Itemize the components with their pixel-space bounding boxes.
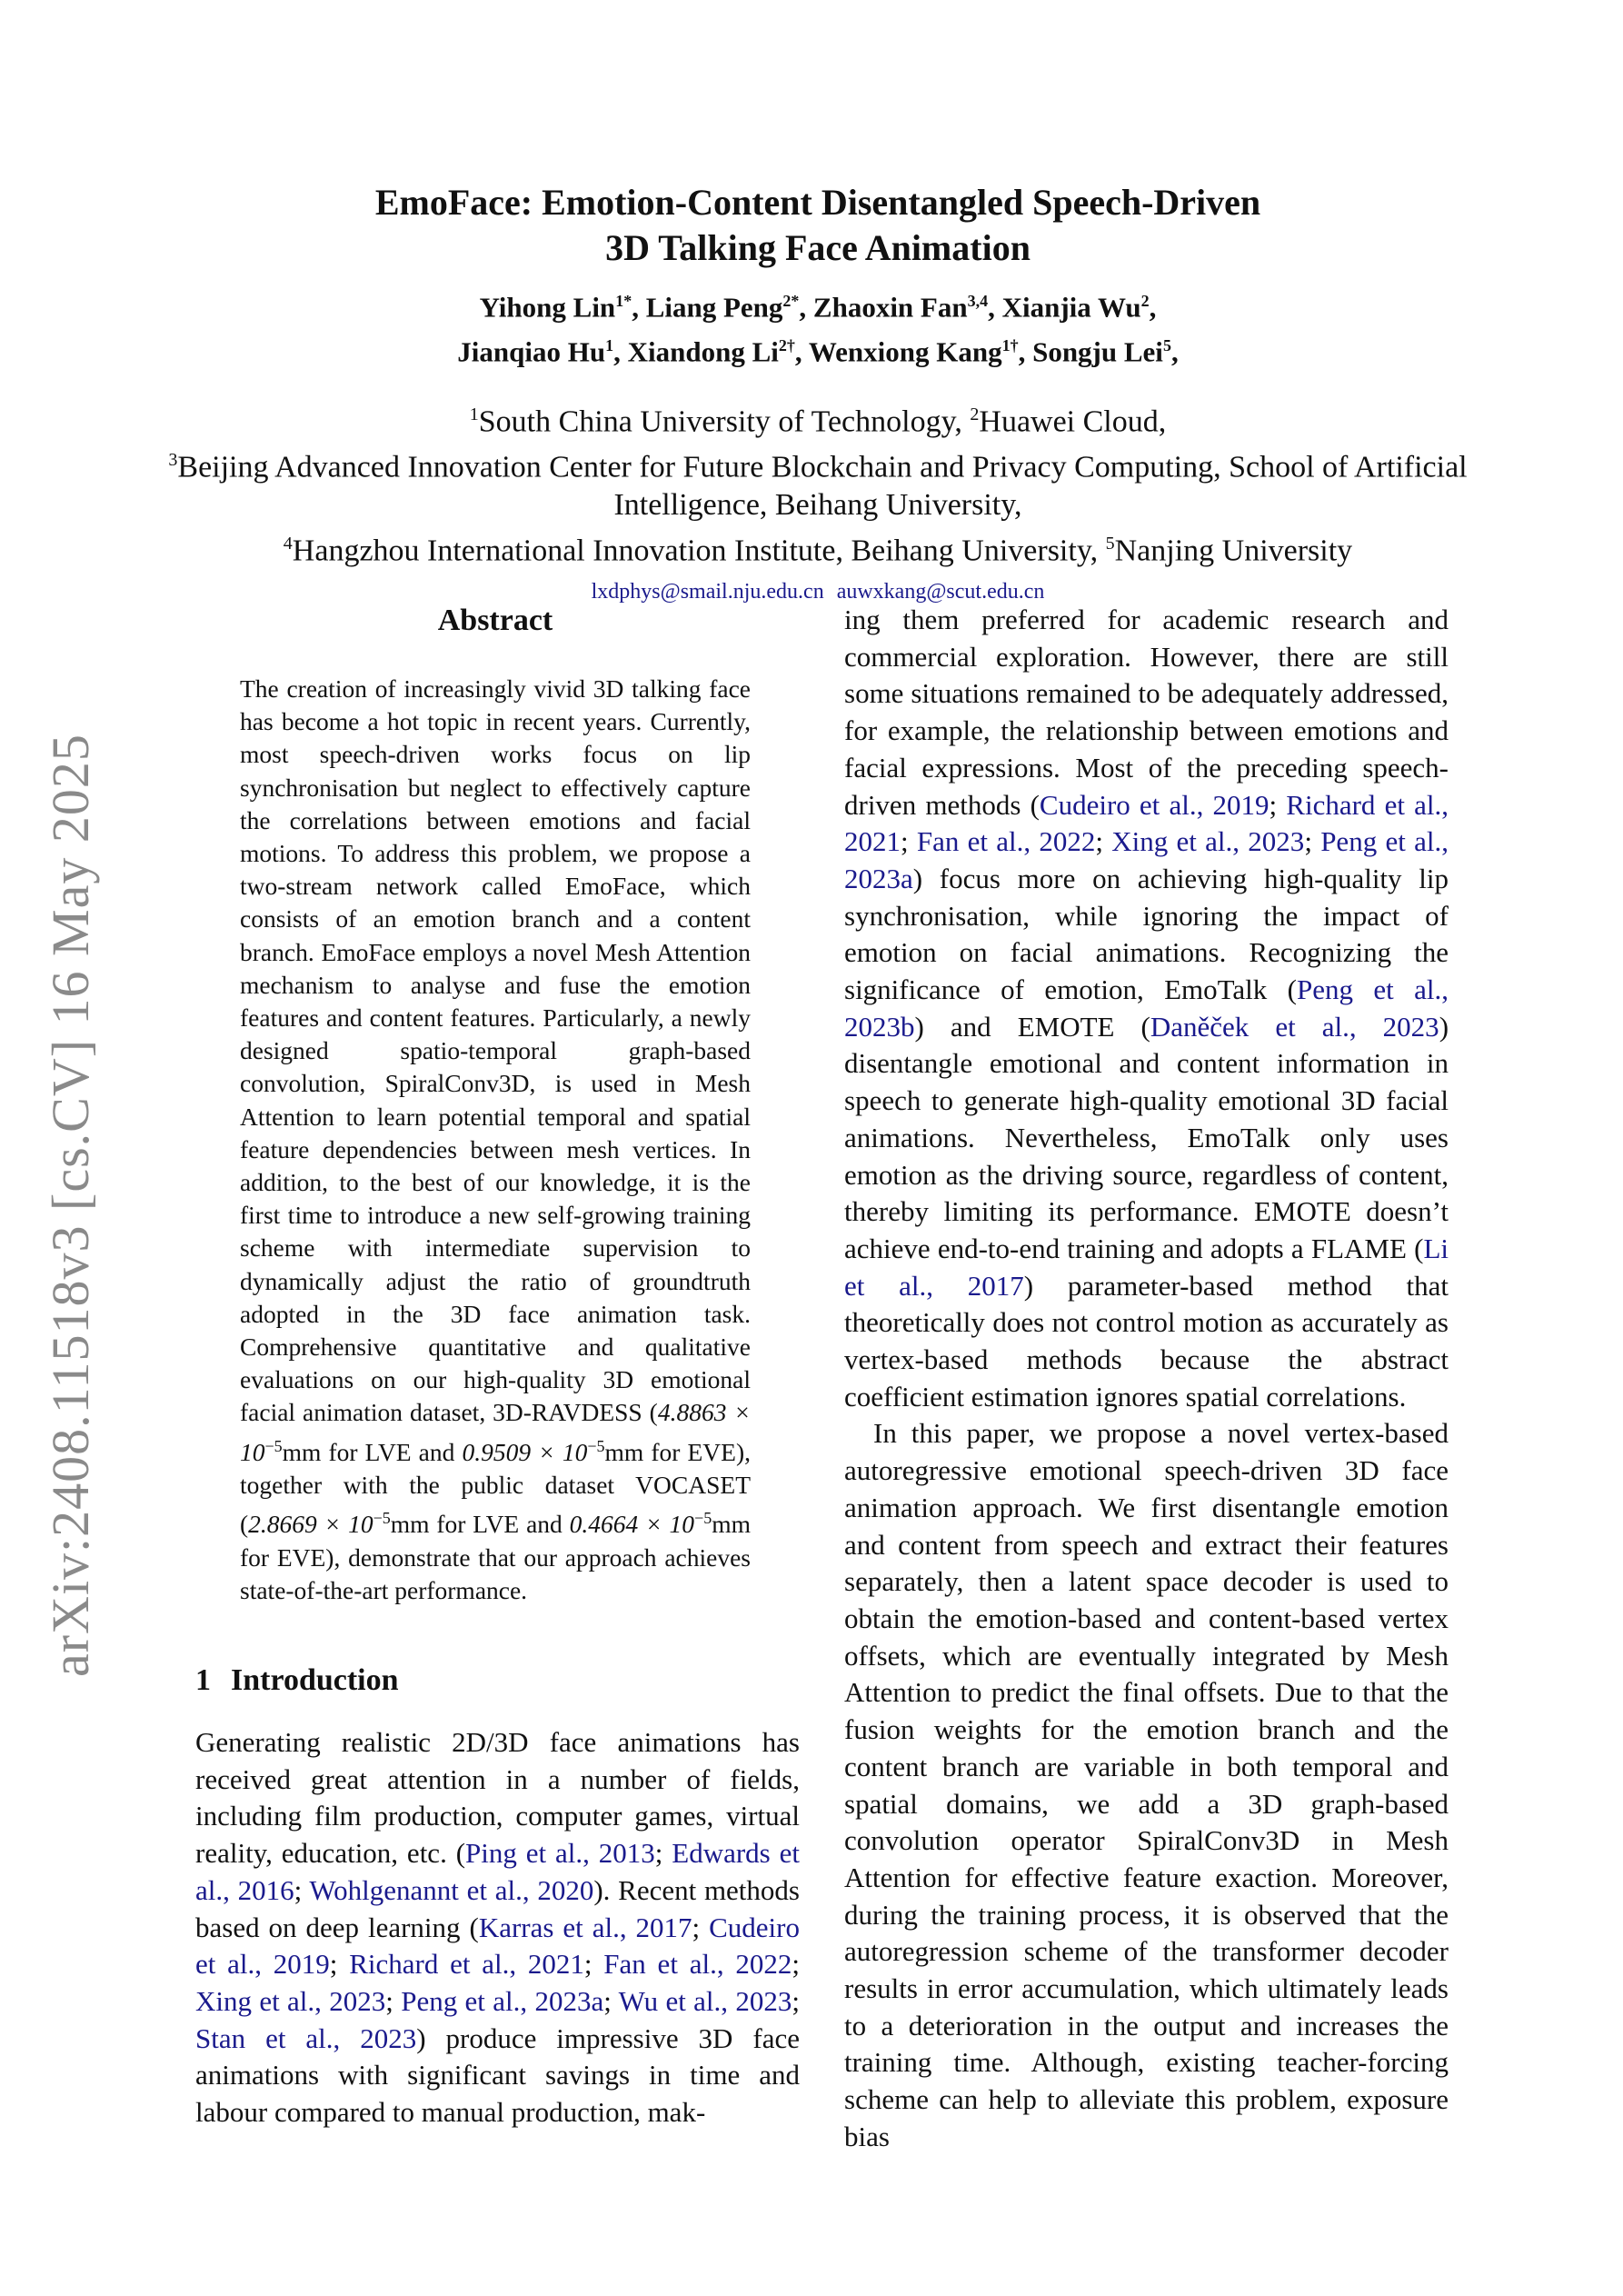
citation-link[interactable]: Li et al., 2017	[844, 1232, 1449, 1302]
citation-link[interactable]: Ping et al., 2013	[465, 1837, 655, 1870]
author-mark: 5	[1162, 336, 1171, 355]
citation-link[interactable]: Fan et al., 2022	[603, 1948, 792, 1981]
math-value: 2.8669 × 10	[248, 1510, 373, 1539]
citation-link[interactable]: Peng et al., 2023b	[844, 973, 1449, 1043]
abstract-span: The creation of increasingly vivid 3D talking face has become a hot topic in recent years. Currently, most speech-driven works focus on lip synchronisation but neglect to effectively capture the correlations between emotions and facial motions. To address this problem, we propose a two-stream network called EmoFace, which consists of an emotion branch and a content branch. EmoFace employs a novel Mesh Attention mechanism to analyse and fuse the emotion features and content features. Particularly, a newly designed spatio-temporal graph-based convolution, SpiralConv3D, is used in Mesh Attention to learn potential temporal and spatial feature dependencies between mesh vertices. In addition, to the best of our knowledge, it is the first time to introduce a new self-growing training scheme with intermediate supervision to dynamically adjust the ratio of groundtruth adopted in the 3D face animation task. Comprehensive quantitative and qualitative evaluations on our high-quality 3D emotional facial animation dataset, 3D-RAVDESS (	[240, 674, 751, 1427]
author-name: Wenxiong Kang	[808, 335, 1002, 368]
citation-link[interactable]: Karras et al., 2017	[478, 1911, 692, 1943]
math-exponent: −5	[587, 1436, 605, 1455]
affiliation-2: Huawei Cloud,	[979, 404, 1167, 438]
abstract-text	[240, 673, 751, 1607]
paper-title	[164, 180, 1472, 271]
citation-link[interactable]: Wu et al., 2023	[618, 1984, 792, 2017]
citation-link[interactable]: Edwards et al., 2016	[195, 1837, 801, 1906]
abstract-span: mm for LVE and	[390, 1510, 570, 1539]
section-title: Introduction	[231, 1663, 399, 1697]
body-span: ) produce impressive 3D face animations with significant savings in time and labour compared to manual production, mak-	[195, 2021, 800, 2129]
author-mark: 2*	[782, 292, 800, 310]
citation-link[interactable]: Wohlgenannt et al., 2020	[309, 1873, 594, 1906]
author-name: Xianjia Wu	[1001, 291, 1141, 324]
email-link[interactable]: auwxkang@scut.edu.cn	[836, 579, 1045, 604]
paper-header	[164, 180, 1472, 605]
citation-link[interactable]: Xing et al., 2023	[195, 1984, 386, 2017]
affiliation-line: $^3$Beijing Advanced Innovation Center for Future Blockchain and Privacy Computing, School of Artificial Intelligence, Beihang University,	[168, 449, 1468, 523]
body-paragraph: ing them preferred for academic research and commercial exploration. However, there are still some situations remained to be adequately addressed, for example, the relationship between emotions and facial expressions. Most of the preceding speech-driven methods (Cudeiro et al., 2019; Richard et al., 2021; Fan et al., 2022; Xing et al., 2023; Peng et al., 2023a) focus more on achieving high-quality lip synchronisation, while ignoring the impact of emotion on facial animations. Recognizing the significance of emotion, EmoTalk (Peng et al., 2023b) and EMOTE (Daněček et al., 2023) disentangle emotional and content information in speech to generate high-quality emotional 3D facial animations. Nevertheless, EmoTalk only uses emotion as the driving source, regardless of content, thereby limiting its performance. EMOTE doesn’t achieve end-to-end training and adopts a FLAME (Li et al., 2017) parameter-based method that theoretically does not control motion as accurately as vertex-based methods because the abstract coefficient estimation ignores spatial correlations.	[844, 604, 1449, 1413]
author-mark: 2†	[778, 336, 795, 355]
author-name: Yihong Lin	[479, 291, 616, 324]
citation-link[interactable]: Peng et al., 2023a	[401, 1984, 604, 2017]
math-exponent: −5	[373, 1509, 391, 1528]
math-value: 4.8863 × 10	[240, 1398, 751, 1466]
citation-link[interactable]: Cudeiro et al., 2019	[195, 1911, 800, 1981]
title-line-2: 3D Talking Face Animation	[605, 227, 1031, 268]
abstract-span: mm for LVE and	[282, 1437, 463, 1466]
author-list	[164, 282, 1472, 372]
section-number: 1	[195, 1663, 211, 1697]
body-span: ) parameter-based method that theoretically does not control motion as accurately as vertex-based methods because the abstract coefficient estimation ignores spatial correlations.	[844, 1269, 1449, 1413]
affiliation-line: $^4$Hangzhou International Innovation Institute, Beihang University, $^5$Nanjing University	[283, 534, 1353, 568]
author-name: Xiandong Li	[627, 335, 779, 368]
author-line-2: Jianqiao Hu$^1$, Xiandong $Li^{2\dagger}$, Wenxiong Kang$^{1\dagger}$, Songju Lei$^5$,	[457, 335, 1179, 368]
body-span: ) focus more on achieving high-quality lip synchronisation, while ignoring the impact of emotion on facial animations. Recognizing the significance of emotion, EmoTalk (	[844, 862, 1449, 1006]
affiliations	[164, 395, 1472, 571]
affiliation-5: Nanjing University	[1114, 534, 1353, 568]
abstract-span: mm for EVE), together with the public dataset VOCASET (	[240, 1437, 752, 1539]
citation-link[interactable]: Fan et al., 2022	[916, 825, 1096, 858]
body-span: ) disentangle emotional and content information in speech to generate high-quality emotional 3D facial animations. Nevertheless, EmoTalk only uses emotion as the driving source, regardless of content, thereby limiting its performance. EMOTE doesn’t achieve end-to-end training and adopts a FLAME (	[844, 1010, 1449, 1264]
citation-link[interactable]: Peng et al., 2023a	[844, 825, 1449, 894]
author-name: Jianqiao Hu	[457, 335, 606, 368]
author-name: Songju Lei	[1032, 335, 1163, 368]
author-line-1: Yihong Lin$^{1*}$, Liang Peng$^{2*}$, Zhaoxin Fan$^{3,4}$, Xianjia Wu$^2$,	[479, 291, 1157, 324]
affiliation-1: South China University of Technology,	[478, 404, 962, 438]
author-mark: 2	[1140, 292, 1150, 310]
citation-link[interactable]: Daněček et al., 2023	[1150, 1010, 1439, 1043]
author-mark: 1†	[1001, 336, 1019, 355]
citation-link[interactable]: Cudeiro et al., 2019	[1039, 788, 1270, 821]
author-mark: 3,4	[967, 292, 989, 310]
abstract-span: mm for EVE), demonstrate that our approach achieves state-of-the-art performance.	[240, 1510, 751, 1604]
email-link[interactable]: lxdphys@smail.nju.edu.cn	[591, 579, 824, 604]
right-column	[844, 602, 1449, 2156]
introduction-paragraph: Generating realistic 2D/3D face animations has received great attention in a number of fields, including film production, computer games, virtual reality, education, etc. (Ping et al., 2013; Edwards et al., 2016; Wohlgenannt et al., 2020). Recent methods based on deep learning (Karras et al., 2017; Cudeiro et al., 2019; Richard et al., 2021; Fan et al., 2022; Xing et al., 2023; Peng et al., 2023a; Wu et al., 2023; Stan et al., 2023) produce impressive 3D face animations with significant savings in time and labour compared to manual production, mak-	[195, 1726, 801, 2129]
author-mark: 1*	[615, 292, 632, 310]
citation-link[interactable]: Richard et al., 2021	[349, 1948, 584, 1981]
math-exponent: −5	[264, 1436, 283, 1455]
arxiv-stamp: arXiv:2408.11518v3 [cs.CV] 16 May 2025	[41, 734, 100, 1677]
citation-link[interactable]: Stan et al., 2023	[195, 2021, 417, 2054]
math-value: 0.9509 × 10	[462, 1437, 588, 1466]
affiliation-line: $^1$South China University of Technology, $^2$Huawei Cloud,	[469, 404, 1167, 438]
body-paragraph: In this paper, we propose a novel vertex-based autoregressive emotional speech-driven 3D face animation approach. We first disentangle emotion and content from speech and extract their features separately, then a latent space decoder is used to obtain the emotion-based and content-based vertex offsets, which are eventually integrated by Mesh Attention to predict the final offsets. Due to that the fusion weights for the emotion branch and the content branch are variable in both temporal and spatial domains, we add a 3D graph-based convolution operator SpiralConv3D in Mesh Attention for effective feature exaction. Moreover, during the training process, it is observed that the autoregression scheme of the transformer decoder results in error accumulation, which ultimately leads to a deterioration in the output and increases the training time. Although, existing teacher-forcing scheme can help to alleviate this problem, exposure bias	[844, 1417, 1449, 2152]
math-value: 0.4664 × 10	[569, 1510, 695, 1539]
title-line-1: EmoFace: Emotion-Content Disentangled Speech-Driven	[374, 182, 1261, 223]
abstract-heading: Abstract	[437, 604, 553, 637]
citation-link[interactable]: Xing et al., 2023	[1111, 825, 1305, 858]
affiliation-4: Hangzhou International Innovation Institute, Beihang University,	[292, 534, 1099, 568]
body-span: ) and EMOTE (	[914, 1010, 1150, 1043]
section-heading-introduction	[195, 1662, 795, 1700]
author-name: Liang Peng	[645, 291, 783, 324]
body-span: ). Recent methods based on deep learning (	[195, 1873, 800, 1943]
citation-link[interactable]: Richard et al., 2021	[844, 788, 1449, 858]
affiliation-3: Beijing Advanced Innovation Center for Future Blockchain and Privacy Computing, School of Artificial Intelligence, Beihang University,	[177, 450, 1468, 523]
body-span: ing them preferred for academic research and commercial exploration. However, there are still some situations remained to be adequately addressed, for example, the relationship between emotions and facial expressions. Most of the preceding speech-driven methods (	[844, 604, 1449, 821]
math-exponent: −5	[694, 1509, 712, 1528]
author-name: Zhaoxin Fan	[812, 291, 968, 324]
body-span: Generating realistic 2D/3D face animations has received great attention in a number of fields, including film production, computer games, virtual reality, education, etc. (	[195, 1726, 800, 1870]
author-mark: 1	[605, 336, 614, 355]
